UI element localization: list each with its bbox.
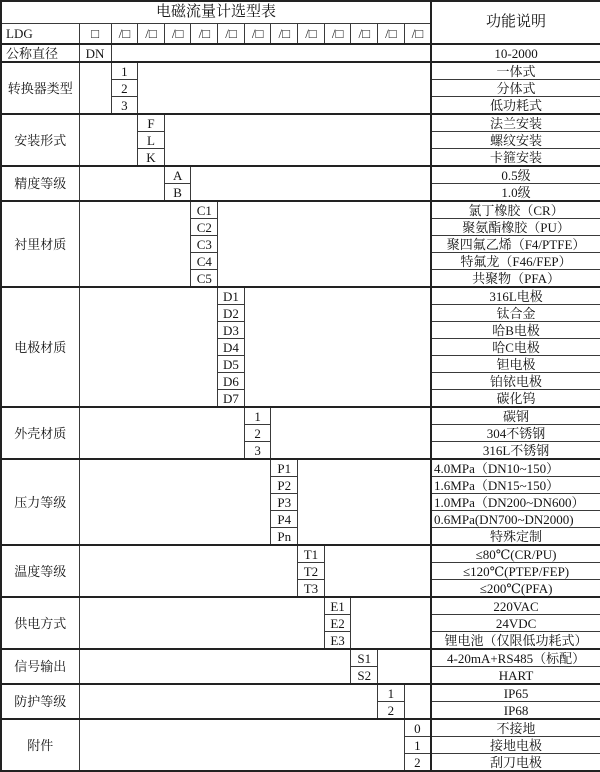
function-cell: 220VAC bbox=[431, 597, 600, 615]
code-box: /□ bbox=[271, 24, 298, 45]
code-cell: 1 bbox=[111, 62, 138, 80]
category-label-accessories: 附件 bbox=[1, 719, 79, 771]
code-box: /□ bbox=[218, 24, 245, 45]
function-cell: 24VDC bbox=[431, 615, 600, 632]
function-cell: 316L电极 bbox=[431, 287, 600, 305]
code-cell: E3 bbox=[324, 632, 351, 650]
function-cell: 10-2000 bbox=[431, 44, 600, 62]
code-cell: 2 bbox=[244, 425, 271, 442]
code-cell: P4 bbox=[271, 511, 298, 528]
code-cell: P1 bbox=[271, 459, 298, 477]
function-cell: 1.0MPa（DN200~DN600） bbox=[431, 494, 600, 511]
function-cell: 接地电极 bbox=[431, 737, 600, 754]
model-prefix: LDG bbox=[1, 24, 79, 45]
spacer-cell bbox=[138, 62, 431, 114]
category-label-converter-type: 转换器类型 bbox=[1, 62, 79, 114]
code-cell: C5 bbox=[191, 270, 218, 288]
function-cell: 钛合金 bbox=[431, 305, 600, 322]
code-cell: D3 bbox=[218, 322, 245, 339]
code-cell: C1 bbox=[191, 201, 218, 219]
table-title: 电磁流量计选型表 bbox=[1, 1, 431, 24]
code-cell: T2 bbox=[298, 563, 325, 580]
function-cell: IP65 bbox=[431, 684, 600, 702]
spacer-cell bbox=[271, 407, 431, 459]
code-cell: 2 bbox=[111, 80, 138, 97]
function-cell: 特氟龙（F46/FEP） bbox=[431, 253, 600, 270]
code-cell: B bbox=[164, 184, 191, 202]
function-cell: 氯丁橡胶（CR） bbox=[431, 201, 600, 219]
code-box: /□ bbox=[164, 24, 191, 45]
code-cell: 3 bbox=[244, 442, 271, 460]
category-label-signal-output: 信号输出 bbox=[1, 649, 79, 684]
function-cell: 哈C电极 bbox=[431, 339, 600, 356]
spacer-cell bbox=[79, 545, 298, 597]
code-cell: K bbox=[138, 149, 165, 167]
code-cell: 1 bbox=[244, 407, 271, 425]
category-label-liner-material: 衬里材质 bbox=[1, 201, 79, 287]
function-cell: 螺纹安装 bbox=[431, 132, 600, 149]
function-cell: 0.5级 bbox=[431, 166, 600, 184]
function-cell: ≤200℃(PFA) bbox=[431, 580, 600, 598]
spacer-cell bbox=[79, 62, 111, 114]
category-label-nominal-diameter: 公称直径 bbox=[1, 44, 79, 62]
code-cell: D1 bbox=[218, 287, 245, 305]
function-cell: 碳化钨 bbox=[431, 390, 600, 408]
spacer-cell bbox=[79, 649, 351, 684]
code-cell: C2 bbox=[191, 219, 218, 236]
function-cell: 铂铱电极 bbox=[431, 373, 600, 390]
function-cell: 分体式 bbox=[431, 80, 600, 97]
spacer-cell bbox=[164, 114, 431, 166]
spacer-cell bbox=[218, 201, 431, 287]
function-cell: 钽电极 bbox=[431, 356, 600, 373]
code-box: /□ bbox=[404, 24, 431, 45]
function-cell: 4-20mA+RS485（标配） bbox=[431, 649, 600, 667]
code-cell: L bbox=[138, 132, 165, 149]
code-cell: P2 bbox=[271, 477, 298, 494]
code-cell: T1 bbox=[298, 545, 325, 563]
spacer-cell bbox=[191, 166, 431, 201]
spacer-cell bbox=[298, 459, 431, 545]
spacer-cell bbox=[378, 649, 431, 684]
code-cell: D4 bbox=[218, 339, 245, 356]
code-box: /□ bbox=[138, 24, 165, 45]
code-cell: 1 bbox=[378, 684, 405, 702]
category-label-accuracy-class: 精度等级 bbox=[1, 166, 79, 201]
code-cell: S2 bbox=[351, 667, 378, 685]
code-cell: 2 bbox=[404, 754, 431, 772]
function-cell: 不接地 bbox=[431, 719, 600, 737]
code-cell: D7 bbox=[218, 390, 245, 408]
function-cell: ≤80℃(CR/PU) bbox=[431, 545, 600, 563]
code-box: /□ bbox=[191, 24, 218, 45]
category-label-housing-material: 外壳材质 bbox=[1, 407, 79, 459]
spacer-cell bbox=[351, 597, 431, 649]
category-label-power-supply: 供电方式 bbox=[1, 597, 79, 649]
spacer-cell bbox=[79, 201, 191, 287]
function-cell: 哈B电极 bbox=[431, 322, 600, 339]
code-cell: 0 bbox=[404, 719, 431, 737]
spacer-cell bbox=[79, 459, 271, 545]
function-cell: 0.6MPa(DN700~DN2000) bbox=[431, 511, 600, 528]
code-box: /□ bbox=[324, 24, 351, 45]
category-label-installation-type: 安装形式 bbox=[1, 114, 79, 166]
function-cell: 卡箍安装 bbox=[431, 149, 600, 167]
code-cell: D2 bbox=[218, 305, 245, 322]
code-cell: D5 bbox=[218, 356, 245, 373]
code-cell: C4 bbox=[191, 253, 218, 270]
code-box: /□ bbox=[378, 24, 405, 45]
code-cell: Pn bbox=[271, 528, 298, 546]
function-cell: 法兰安装 bbox=[431, 114, 600, 132]
category-label-temperature-rating: 温度等级 bbox=[1, 545, 79, 597]
spacer-cell bbox=[324, 545, 431, 597]
code-cell: D6 bbox=[218, 373, 245, 390]
spacer-cell bbox=[79, 597, 324, 649]
spacer-cell bbox=[79, 114, 138, 166]
code-cell: A bbox=[164, 166, 191, 184]
code-cell: F bbox=[138, 114, 165, 132]
function-cell: 304不锈钢 bbox=[431, 425, 600, 442]
category-label-pressure-rating: 压力等级 bbox=[1, 459, 79, 545]
spacer-cell bbox=[79, 684, 378, 719]
code-cell: E1 bbox=[324, 597, 351, 615]
spacer-cell bbox=[111, 44, 431, 62]
function-cell: 低功耗式 bbox=[431, 97, 600, 115]
code-box: /□ bbox=[111, 24, 138, 45]
code-cell: 2 bbox=[378, 702, 405, 720]
function-cell: 1.6MPa（DN15~150） bbox=[431, 477, 600, 494]
function-column-header: 功能说明 bbox=[431, 1, 600, 44]
category-label-protection-rating: 防护等级 bbox=[1, 684, 79, 719]
function-cell: 刮刀电极 bbox=[431, 754, 600, 772]
function-cell: 4.0MPa（DN10~150） bbox=[431, 459, 600, 477]
function-cell: 316L不锈钢 bbox=[431, 442, 600, 460]
category-label-electrode-material: 电极材质 bbox=[1, 287, 79, 407]
code-cell: S1 bbox=[351, 649, 378, 667]
spacer-cell bbox=[79, 166, 164, 201]
function-cell: HART bbox=[431, 667, 600, 685]
function-cell: 1.0级 bbox=[431, 184, 600, 202]
code-cell: P3 bbox=[271, 494, 298, 511]
function-cell: 特殊定制 bbox=[431, 528, 600, 546]
code-box: /□ bbox=[351, 24, 378, 45]
spacer-cell bbox=[79, 287, 218, 407]
code-cell: E2 bbox=[324, 615, 351, 632]
function-cell: 共聚物（PFA） bbox=[431, 270, 600, 288]
code-box: /□ bbox=[244, 24, 271, 45]
code-box: /□ bbox=[298, 24, 325, 45]
function-cell: 聚氨酯橡胶（PU） bbox=[431, 219, 600, 236]
function-cell: 聚四氟乙烯（F4/PTFE） bbox=[431, 236, 600, 253]
code-cell: T3 bbox=[298, 580, 325, 598]
spacer-cell bbox=[404, 684, 431, 719]
function-cell: IP68 bbox=[431, 702, 600, 720]
dn-code-box: □ bbox=[79, 24, 111, 45]
spacer-cell bbox=[79, 407, 244, 459]
code-cell: 1 bbox=[404, 737, 431, 754]
spacer-cell bbox=[79, 719, 404, 771]
spacer-cell bbox=[244, 287, 431, 407]
code-cell: DN bbox=[79, 44, 111, 62]
function-cell: ≤120℃(PTEP/FEP) bbox=[431, 563, 600, 580]
code-cell: C3 bbox=[191, 236, 218, 253]
code-cell: 3 bbox=[111, 97, 138, 115]
function-cell: 一体式 bbox=[431, 62, 600, 80]
function-cell: 锂电池（仅限低功耗式） bbox=[431, 632, 600, 650]
function-cell: 碳钢 bbox=[431, 407, 600, 425]
